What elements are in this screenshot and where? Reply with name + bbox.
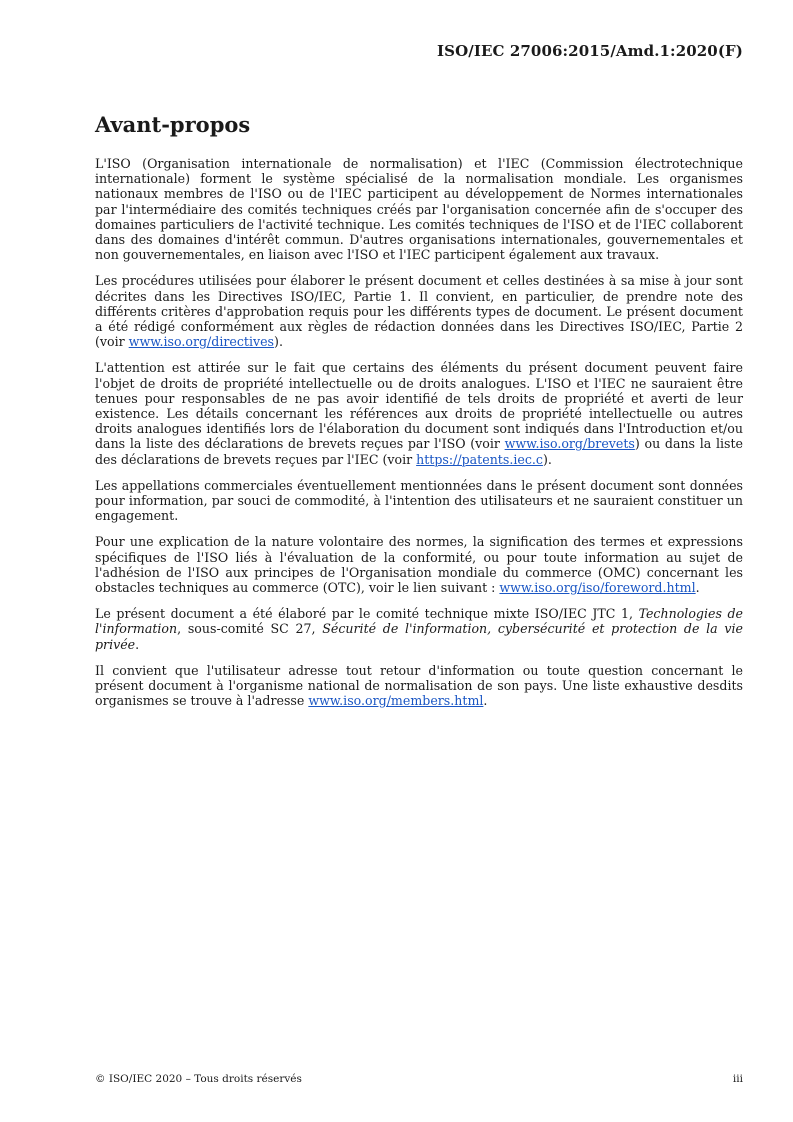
paragraph-organizations bbox=[95, 156, 743, 262]
footer-copyright: © ISO/IEC 2020 – Tous droits réservés bbox=[95, 1073, 302, 1085]
members-link[interactable]: www.iso.org/members.html bbox=[308, 693, 484, 709]
paragraph-mid: , sous-comité SC 27, bbox=[177, 621, 323, 637]
page-title: Avant-propos bbox=[95, 112, 251, 137]
foreword-link[interactable]: www.iso.org/iso/foreword.html bbox=[499, 580, 696, 596]
page-number: iii bbox=[732, 1073, 743, 1085]
committee-title: Technologies de l'information bbox=[95, 606, 743, 637]
paragraph-committee bbox=[95, 606, 743, 652]
document-reference: ISO/IEC 27006:2015/Amd.1:2020(F) bbox=[437, 42, 743, 60]
paragraph-text: Pour une explication de la nature volontaire des normes, la signification des termes et expressions spécifiques de l'ISO liés à l'évaluation de la conformité, ou pour toute information au sujet de l'adhésion de l'ISO aux principes de l'Organisation mondiale du commerce (OMC) concernant les obstacles techniques au commerce (OTC), voir le lien suivant : bbox=[95, 534, 743, 596]
paragraph-tail: ). bbox=[542, 451, 552, 467]
iec-patents-link[interactable]: https://patents.iec.c bbox=[416, 451, 543, 467]
paragraph-tail: . bbox=[135, 636, 140, 652]
foreword-body bbox=[95, 156, 743, 720]
paragraph-patents bbox=[95, 360, 743, 466]
paragraph-tail: ). bbox=[274, 334, 283, 350]
paragraph-text: Les procédures utilisées pour élaborer le présent document et celles destinées à sa mise à jour sont décrites dans les Directives ISO/IEC, Partie 1. Il convient, en particulier, de prendre note des différents critères d'approbation requis pour les différents types de document. Le présent document a été rédigé conformément aux règles de rédaction données dans les Directives ISO/IEC, Partie 2 (voir bbox=[95, 273, 743, 350]
paragraph-text: L'ISO (Organisation internationale de normalisation) et l'IEC (Commission électrotechnique internationale) forment le système spécialisé de la normalisation mondiale. Les organismes nationaux membres de l'ISO ou de l'IEC participent au développement de Normes internationales par l'intermédiaire des comités techniques créés par l'organisation concernée afin de s'occuper des domaines particuliers de l'activité technique. Les comités techniques de l'ISO et de l'IEC collaborent dans des domaines d'intérêt commun. D'autres organisations internationales, gouvernementales et non gouvernementales, en liaison avec l'ISO et l'IEC participent également aux travaux. bbox=[95, 156, 743, 263]
paragraph-text: Les appellations commerciales éventuellement mentionnées dans le présent document sont données pour information, par souci de commodité, à l'intention des utilisateurs et ne sauraient constituer un engagement. bbox=[95, 477, 743, 524]
paragraph-mid: ) ou dans la liste des déclarations de brevets reçues par l'IEC (voir bbox=[95, 436, 743, 467]
subcommittee-title: Sécurité de l'information, cybersécurité et protection de la vie privée bbox=[95, 621, 743, 652]
paragraph-trade-names bbox=[95, 478, 743, 524]
paragraph-voluntary-nature bbox=[95, 534, 743, 595]
paragraph-tail: . bbox=[483, 693, 488, 709]
paragraph-text: Le présent document a été élaboré par le comité technique mixte ISO/IEC JTC 1, bbox=[95, 606, 639, 622]
paragraph-tail: . bbox=[695, 580, 700, 596]
paragraph-text: Il convient que l'utilisateur adresse tout retour d'information ou toute question concernant le présent document à l'organisme national de normalisation de son pays. Une liste exhaustive desdits organismes se trouve à l'adresse bbox=[95, 662, 743, 709]
directives-link[interactable]: www.iso.org/directives bbox=[128, 334, 275, 350]
paragraph-feedback bbox=[95, 663, 743, 709]
paragraph-procedures bbox=[95, 273, 743, 349]
paragraph-text: L'attention est attirée sur le fait que certains des éléments du présent document peuvent faire l'objet de droits de propriété intellectuelle ou de droits analogues. L'ISO et l'IEC ne sauraient être tenues pour responsables de ne pas avoir identifié de tels droits de propriété et averti de leur existence. Les détails concernant les références aux droits de propriété intellectuelle ou autres droits analogues identifiés lors de l'élaboration du document sont indiqués dans l'Introduction et/ou dans la liste des déclarations de brevets reçues par l'ISO (voir bbox=[95, 360, 743, 452]
iso-patents-link[interactable]: www.iso.org/brevets bbox=[504, 436, 635, 452]
